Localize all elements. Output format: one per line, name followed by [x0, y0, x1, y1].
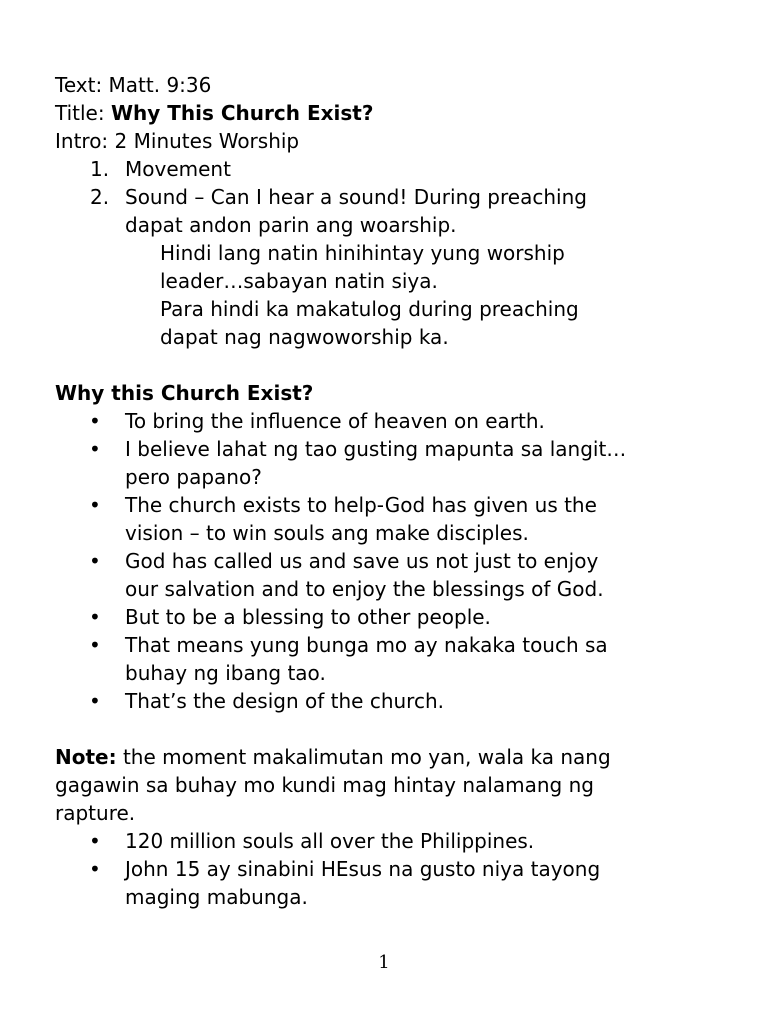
list-item [55, 827, 735, 855]
text-reference-line [55, 71, 735, 99]
list-item [55, 855, 735, 911]
list-item [55, 407, 735, 435]
document-content [55, 71, 735, 911]
list-item [55, 687, 735, 715]
bullet-icon: • [89, 633, 101, 657]
bullet-icon: • [89, 549, 101, 573]
note-text: rapture. [55, 801, 136, 825]
list-item [55, 603, 735, 631]
sermon-title: Why This Church Exist? [110, 101, 374, 125]
bullet-icon: • [89, 689, 101, 713]
list-item-text: John 15 ay sinabini HEsus na gusto niya tayong [125, 857, 601, 881]
sub-paragraph-line: dapat nag nagwoworship ka. [160, 325, 449, 349]
intro-value: 2 Minutes Worship [114, 129, 300, 153]
list-item-text: 120 million souls all over the Philippines. [125, 829, 535, 853]
list-item-text: Movement [125, 157, 231, 181]
note-bullet-list [55, 827, 735, 911]
bullet-icon: • [89, 857, 101, 881]
list-item-text: God has called us and save us not just to enjoy [125, 549, 599, 573]
note-paragraph [55, 743, 735, 771]
list-item-text: That means yung bunga mo ay nakaka touch sa [125, 633, 608, 657]
bullet-icon: • [89, 409, 101, 433]
sub-paragraph-line: Hindi lang natin hinihintay yung worship [160, 241, 565, 265]
list-item [55, 155, 735, 183]
intro-label: Intro: [55, 129, 109, 153]
list-item-text: I believe lahat ng tao gusting mapunta sa langit… [125, 437, 627, 461]
list-number: 2. [90, 185, 110, 209]
list-item-text: vision – to win souls ang make disciples. [125, 521, 529, 545]
section-bullet-list [55, 407, 735, 715]
note-text: the moment makalimutan mo yan, wala ka nang [116, 745, 611, 769]
list-item [55, 547, 735, 603]
list-item-text: To bring the influence of heaven on earth. [125, 409, 545, 433]
bullet-icon: • [89, 605, 101, 629]
list-item-text: maging mabunga. [125, 885, 308, 909]
list-item-text: buhay ng ibang tao. [125, 661, 326, 685]
list-item-text: The church exists to help-God has given us the [125, 493, 597, 517]
sub-paragraph-line: leader…sabayan natin siya. [160, 269, 438, 293]
spacer [55, 715, 735, 743]
bullet-icon: • [89, 829, 101, 853]
text-label: Text: [55, 73, 103, 97]
page-number: 1 [378, 952, 390, 973]
intro-list [55, 155, 735, 239]
section-heading: Why this Church Exist? [55, 381, 314, 405]
list-item [55, 631, 735, 687]
title-line [55, 99, 735, 127]
list-item [55, 491, 735, 547]
list-number: 1. [90, 157, 110, 181]
title-label: Title: [55, 101, 105, 125]
bullet-icon: • [89, 493, 101, 517]
note-text: gagawin sa buhay mo kundi mag hintay nalamang ng [55, 773, 594, 797]
list-item-text: Sound – Can I hear a sound! During preaching [125, 185, 587, 209]
list-item-text: That’s the design of the church. [125, 689, 444, 713]
text-reference: Matt. 9:36 [108, 73, 212, 97]
list-item-text: But to be a blessing to other people. [125, 605, 491, 629]
list-item-text: dapat andon parin ang woarship. [125, 213, 457, 237]
list-item [55, 183, 735, 239]
list-item-text: our salvation and to enjoy the blessings of God. [125, 577, 604, 601]
list-item-text: pero papano? [125, 465, 262, 489]
intro-line [55, 127, 735, 155]
list-item [55, 435, 735, 491]
spacer [55, 351, 735, 379]
bullet-icon: • [89, 437, 101, 461]
sub-paragraph-line: Para hindi ka makatulog during preaching [160, 297, 579, 321]
note-label: Note: [55, 745, 117, 769]
